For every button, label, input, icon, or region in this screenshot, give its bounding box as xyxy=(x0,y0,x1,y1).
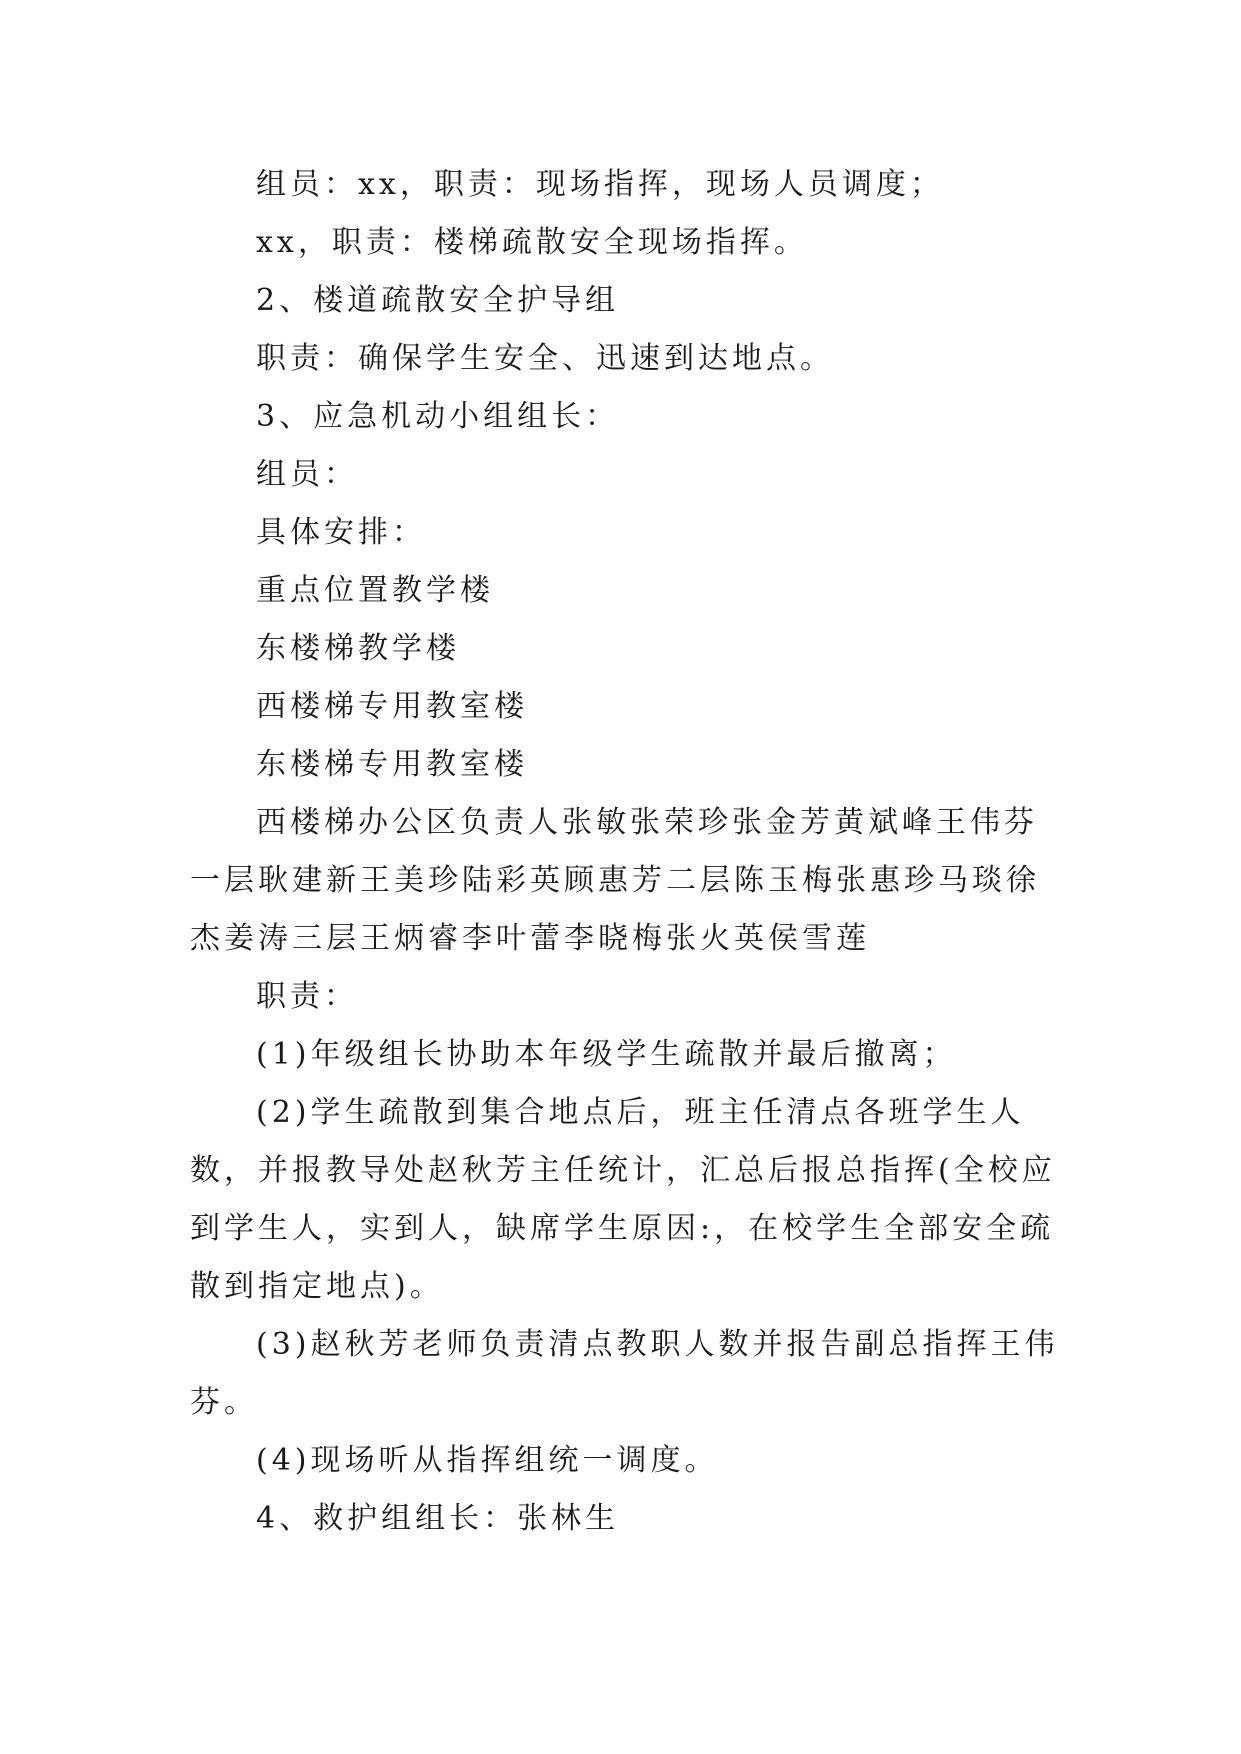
section-heading: 4、救护组组长：张林生 xyxy=(256,1501,620,1536)
list-item: (3)赵秋芳老师负责清点教职人数并报告副总指挥王伟芬。 xyxy=(190,1327,1059,1420)
list-item: 西楼梯专用教室楼 xyxy=(256,689,528,724)
paragraph: 组员： xyxy=(256,457,358,492)
section-heading: 3、应急机动小组组长： xyxy=(256,399,620,434)
paragraph: 职责： xyxy=(256,979,358,1014)
list-item: 东楼梯专用教室楼 xyxy=(256,747,528,782)
paragraph: 职责：确保学生安全、迅速到达地点。 xyxy=(256,341,834,376)
document-page xyxy=(190,156,1060,1548)
list-item: (4)现场听从指挥组统一调度。 xyxy=(256,1443,719,1478)
paragraph: 具体安排： xyxy=(256,515,426,550)
list-item: (2)学生疏散到集合地点后，班主任清点各班学生人数，并报教导处赵秋芳主任统计，汇总后报总指挥(全校应到学生人，实到人，缺席学生原因:，在校学生全部安全疏散到指定地点)。 xyxy=(190,1095,1056,1304)
section-heading: 2、楼道疏散安全护导组 xyxy=(256,283,620,318)
list-item: 重点位置教学楼 xyxy=(256,573,494,608)
list-item: (1)年级组长协助本年级学生疏散并最后撤离； xyxy=(256,1037,957,1072)
list-item: 东楼梯教学楼 xyxy=(256,631,460,666)
paragraph: xx，职责：楼梯疏散安全现场指挥。 xyxy=(256,225,808,260)
paragraph: 组员：xx，职责：现场指挥，现场人员调度； xyxy=(256,167,944,202)
paragraph: 西楼梯办公区负责人张敏张荣珍张金芳黄斌峰王伟芬一层耿建新王美珍陆彩英顾惠芳二层陈玉梅张惠珍马琰徐杰姜涛三层王炳睿李叶蕾李晓梅张火英侯雪莲 xyxy=(190,805,1040,956)
